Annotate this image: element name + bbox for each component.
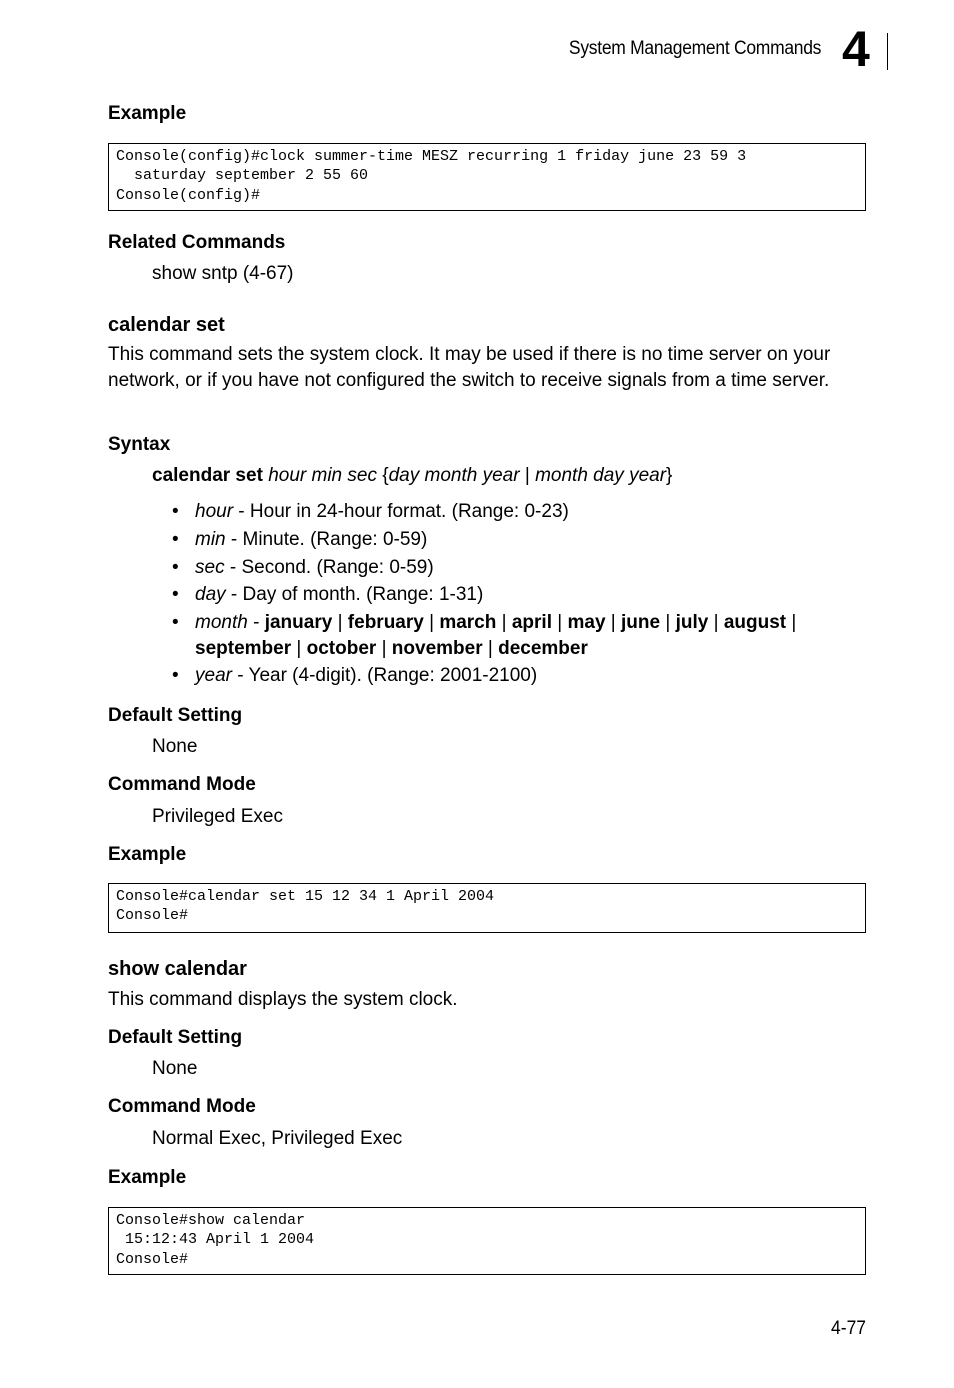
month-options	[195, 612, 796, 659]
example-heading: Example	[108, 103, 187, 124]
default-setting-value: None	[152, 736, 198, 757]
param-name: sec	[195, 556, 225, 578]
syntax-command: calendar set	[152, 465, 263, 486]
running-header-title: System Management Commands	[568, 38, 821, 59]
command-title-calendar-set: calendar set	[108, 314, 225, 336]
month-option-5: june	[621, 612, 661, 634]
month-option-11: december	[498, 637, 588, 659]
syntax-brace-open: {	[382, 465, 389, 486]
command-mode-heading: Command Mode	[108, 1096, 256, 1117]
param-desc: - Second. (Range: 0-59)	[224, 556, 434, 578]
month-separator: |	[291, 637, 307, 659]
default-setting-heading: Default Setting	[108, 1027, 243, 1048]
param-desc: - Minute. (Range: 0-59)	[225, 528, 428, 550]
default-setting-heading: Default Setting	[108, 705, 243, 726]
code-example-show-calendar: Console#show calendar 15:12:43 April 1 2004 Console#	[108, 1207, 866, 1275]
command-mode-value: Normal Exec, Privileged Exec	[152, 1128, 403, 1149]
chapter-number: 4	[842, 21, 870, 77]
list-item	[172, 610, 862, 661]
month-separator: |	[708, 612, 724, 634]
month-separator: |	[376, 637, 392, 659]
month-option-8: september	[195, 637, 292, 659]
show-calendar-description: This command displays the system clock.	[108, 989, 458, 1010]
example-heading: Example	[108, 1167, 187, 1188]
param-desc: - Hour in 24-hour format. (Range: 0-23)	[233, 501, 569, 522]
month-option-3: april	[511, 612, 552, 634]
list-item	[172, 499, 862, 525]
syntax-heading: Syntax	[108, 434, 171, 455]
param-desc: -	[247, 612, 265, 634]
bullet-icon: •	[172, 584, 179, 606]
list-item	[172, 582, 862, 608]
param-name: min	[195, 528, 226, 550]
list-item	[172, 555, 862, 581]
calendar-set-description: This command sets the system clock. It may be used if there is no time server on your network, or if you have not configured the switch to receive signals from a time server.	[108, 344, 831, 391]
param-name: day	[195, 584, 226, 606]
param-desc: - Year (4-digit). (Range: 2001-2100)	[231, 665, 538, 687]
syntax-brace-close: }	[666, 465, 673, 486]
example-heading: Example	[108, 844, 187, 865]
month-option-6: july	[675, 612, 709, 634]
syntax-alt-1: day month year	[388, 465, 520, 486]
month-separator: |	[423, 612, 440, 634]
list-item	[172, 527, 862, 553]
month-option-10: november	[391, 637, 483, 659]
month-separator: |	[332, 612, 348, 634]
related-commands-heading: Related Commands	[108, 232, 286, 253]
month-separator: |	[605, 612, 622, 634]
bullet-icon: •	[172, 556, 179, 578]
command-mode-heading: Command Mode	[108, 774, 256, 795]
month-separator: |	[786, 612, 797, 634]
month-option-4: may	[567, 612, 606, 634]
bullet-icon: •	[172, 528, 179, 550]
month-option-7: august	[723, 612, 787, 634]
syntax-alt-2: month day year	[535, 465, 667, 486]
month-separator: |	[660, 612, 676, 634]
default-setting-value: None	[152, 1058, 198, 1079]
month-option-2: march	[439, 612, 497, 634]
related-command-link: show sntp (4-67)	[152, 263, 294, 284]
command-title-show-calendar: show calendar	[108, 958, 247, 980]
syntax-line	[152, 463, 672, 489]
parameter-list	[172, 499, 862, 691]
month-separator: |	[482, 637, 499, 659]
code-example-summer-time: Console(config)#clock summer-time MESZ recurring 1 friday june 23 59 3 saturday september 2 55 60 Console(config)#	[108, 143, 866, 211]
param-name: hour	[195, 501, 234, 522]
month-option-0: january	[264, 612, 333, 634]
syntax-pipe: |	[524, 465, 530, 486]
syntax-args: hour min sec	[268, 465, 377, 486]
list-item	[172, 663, 862, 689]
page-number: 4-77	[831, 1318, 866, 1339]
month-separator: |	[551, 612, 568, 634]
bullet-icon: •	[172, 665, 179, 687]
bullet-icon: •	[172, 612, 179, 634]
param-desc: - Day of month. (Range: 1-31)	[225, 584, 484, 606]
bullet-icon: •	[172, 501, 179, 522]
param-name: year	[195, 665, 232, 687]
command-mode-value: Privileged Exec	[152, 806, 283, 827]
param-name: month	[195, 612, 248, 634]
month-separator: |	[496, 612, 512, 634]
code-example-calendar-set: Console#calendar set 15 12 34 1 April 2004 Console#	[108, 883, 866, 933]
month-option-1: february	[347, 612, 424, 634]
month-option-9: october	[306, 637, 377, 659]
